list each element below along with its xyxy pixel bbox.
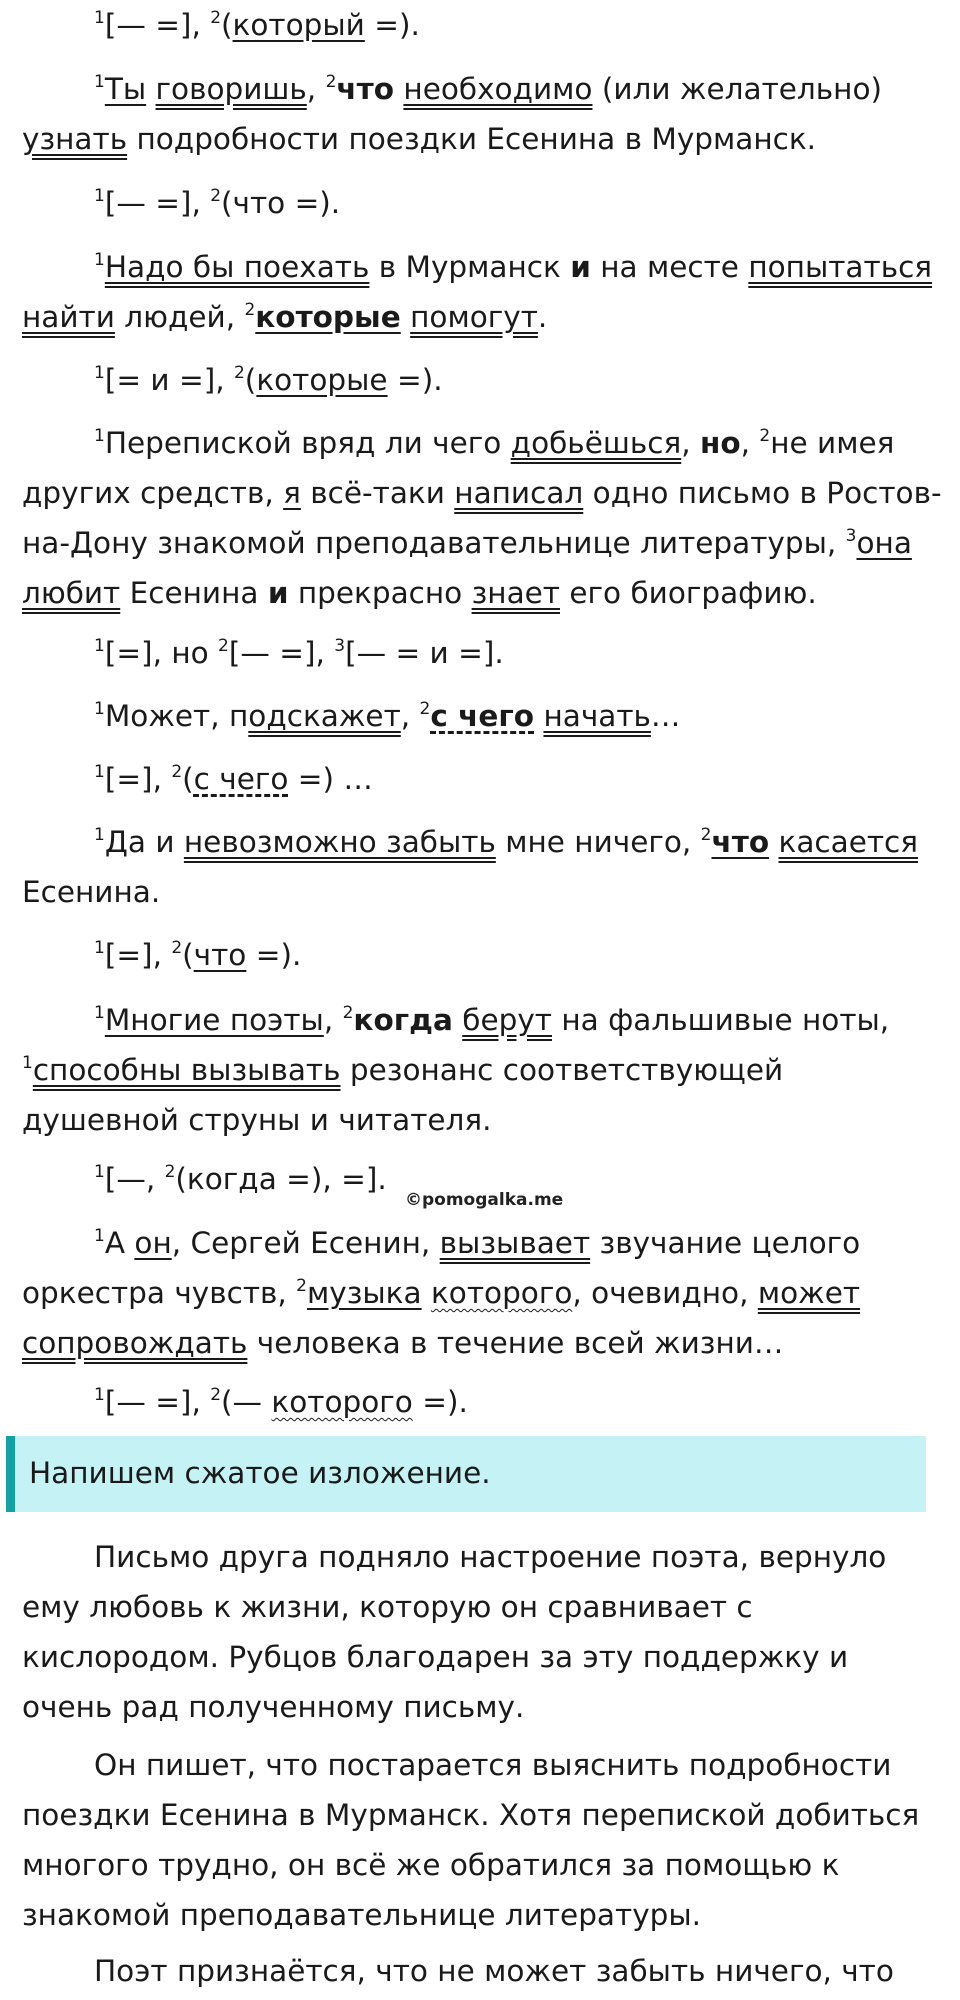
sentence-paragraph: $^1$Перепиской вряд ли чего добьёшься, но, $^2$не имея других средств, я всё-таки написал одно письмо в Ростов-на-Дону знакомой преподавательнице литературы, $^3$она любит Есенина и прекрасно знает его биографию. <box>22 426 942 610</box>
section-heading: Напишем сжатое изложение. <box>29 1456 491 1490</box>
sentence-paragraph: $^1$Надо бы поехать в Мурманск и на месте попытаться найти людей, $^2$которые помогут. <box>22 250 933 334</box>
scheme-line: $^1$[=], $^2$(что =). <box>94 938 302 972</box>
sentence-paragraph: $^1$А он, Сергей Есенин, вызывает звучание целого оркестра чувств, $^2$музыка которого, очевидно, может сопровождать человека в течение всей жизни… <box>22 1226 861 1360</box>
scheme-line: $^1$[— =], $^2$(— которого =). <box>94 1385 468 1419</box>
summary-paragraph: Поэт признаётся, что не может забыть ничего, что <box>94 1954 894 1988</box>
scheme-line: $^1$[= и =], $^2$(которые =). <box>94 363 443 397</box>
scheme-line: $^1$[— =], $^2$(который =). <box>94 8 420 42</box>
scheme-line: $^1$[—, $^2$(когда =), =]. <box>94 1162 387 1196</box>
section-heading-banner <box>6 1436 926 1512</box>
watermark: ©pomogalka.me <box>405 1190 564 1210</box>
scheme-line: $^1$[=], $^2$(с чего =) … <box>94 762 373 796</box>
scheme-line: $^1$[=], но $^2$[— =], $^3$[— = и =]. <box>94 636 504 670</box>
sentence-paragraph: $^1$Да и невозможно забыть мне ничего, $^2$что касается Есенина. <box>22 825 918 909</box>
summary-paragraph: Письмо друга подняло настроение поэта, вернуло ему любовь к жизни, которую он сравнивает с кислородом. Рубцов благодарен за эту поддержку и очень рад полученному письму. <box>22 1540 887 1724</box>
scheme-line: $^1$[— =], $^2$(что =). <box>94 186 341 220</box>
sentence-paragraph: $^1$Многие поэты, $^2$когда берут на фальшивые ноты, $^1$способны вызывать резонанс соответствующей душевной струны и читателя. <box>22 1003 890 1137</box>
summary-paragraph: Он пишет, что постарается выяснить подробности поездки Есенина в Мурманск. Хотя перепиской добиться многого трудно, он всё же обратился за помощью к знакомой преподавательнице литературы. <box>22 1748 920 1932</box>
sentence-paragraph: $^1$Ты говоришь, $^2$что необходимо (или желательно) узнать подробности поездки Есенина в Мурманск. <box>22 72 883 156</box>
sentence-paragraph: $^1$Может, подскажет, $^2$с чего начать… <box>94 699 681 733</box>
